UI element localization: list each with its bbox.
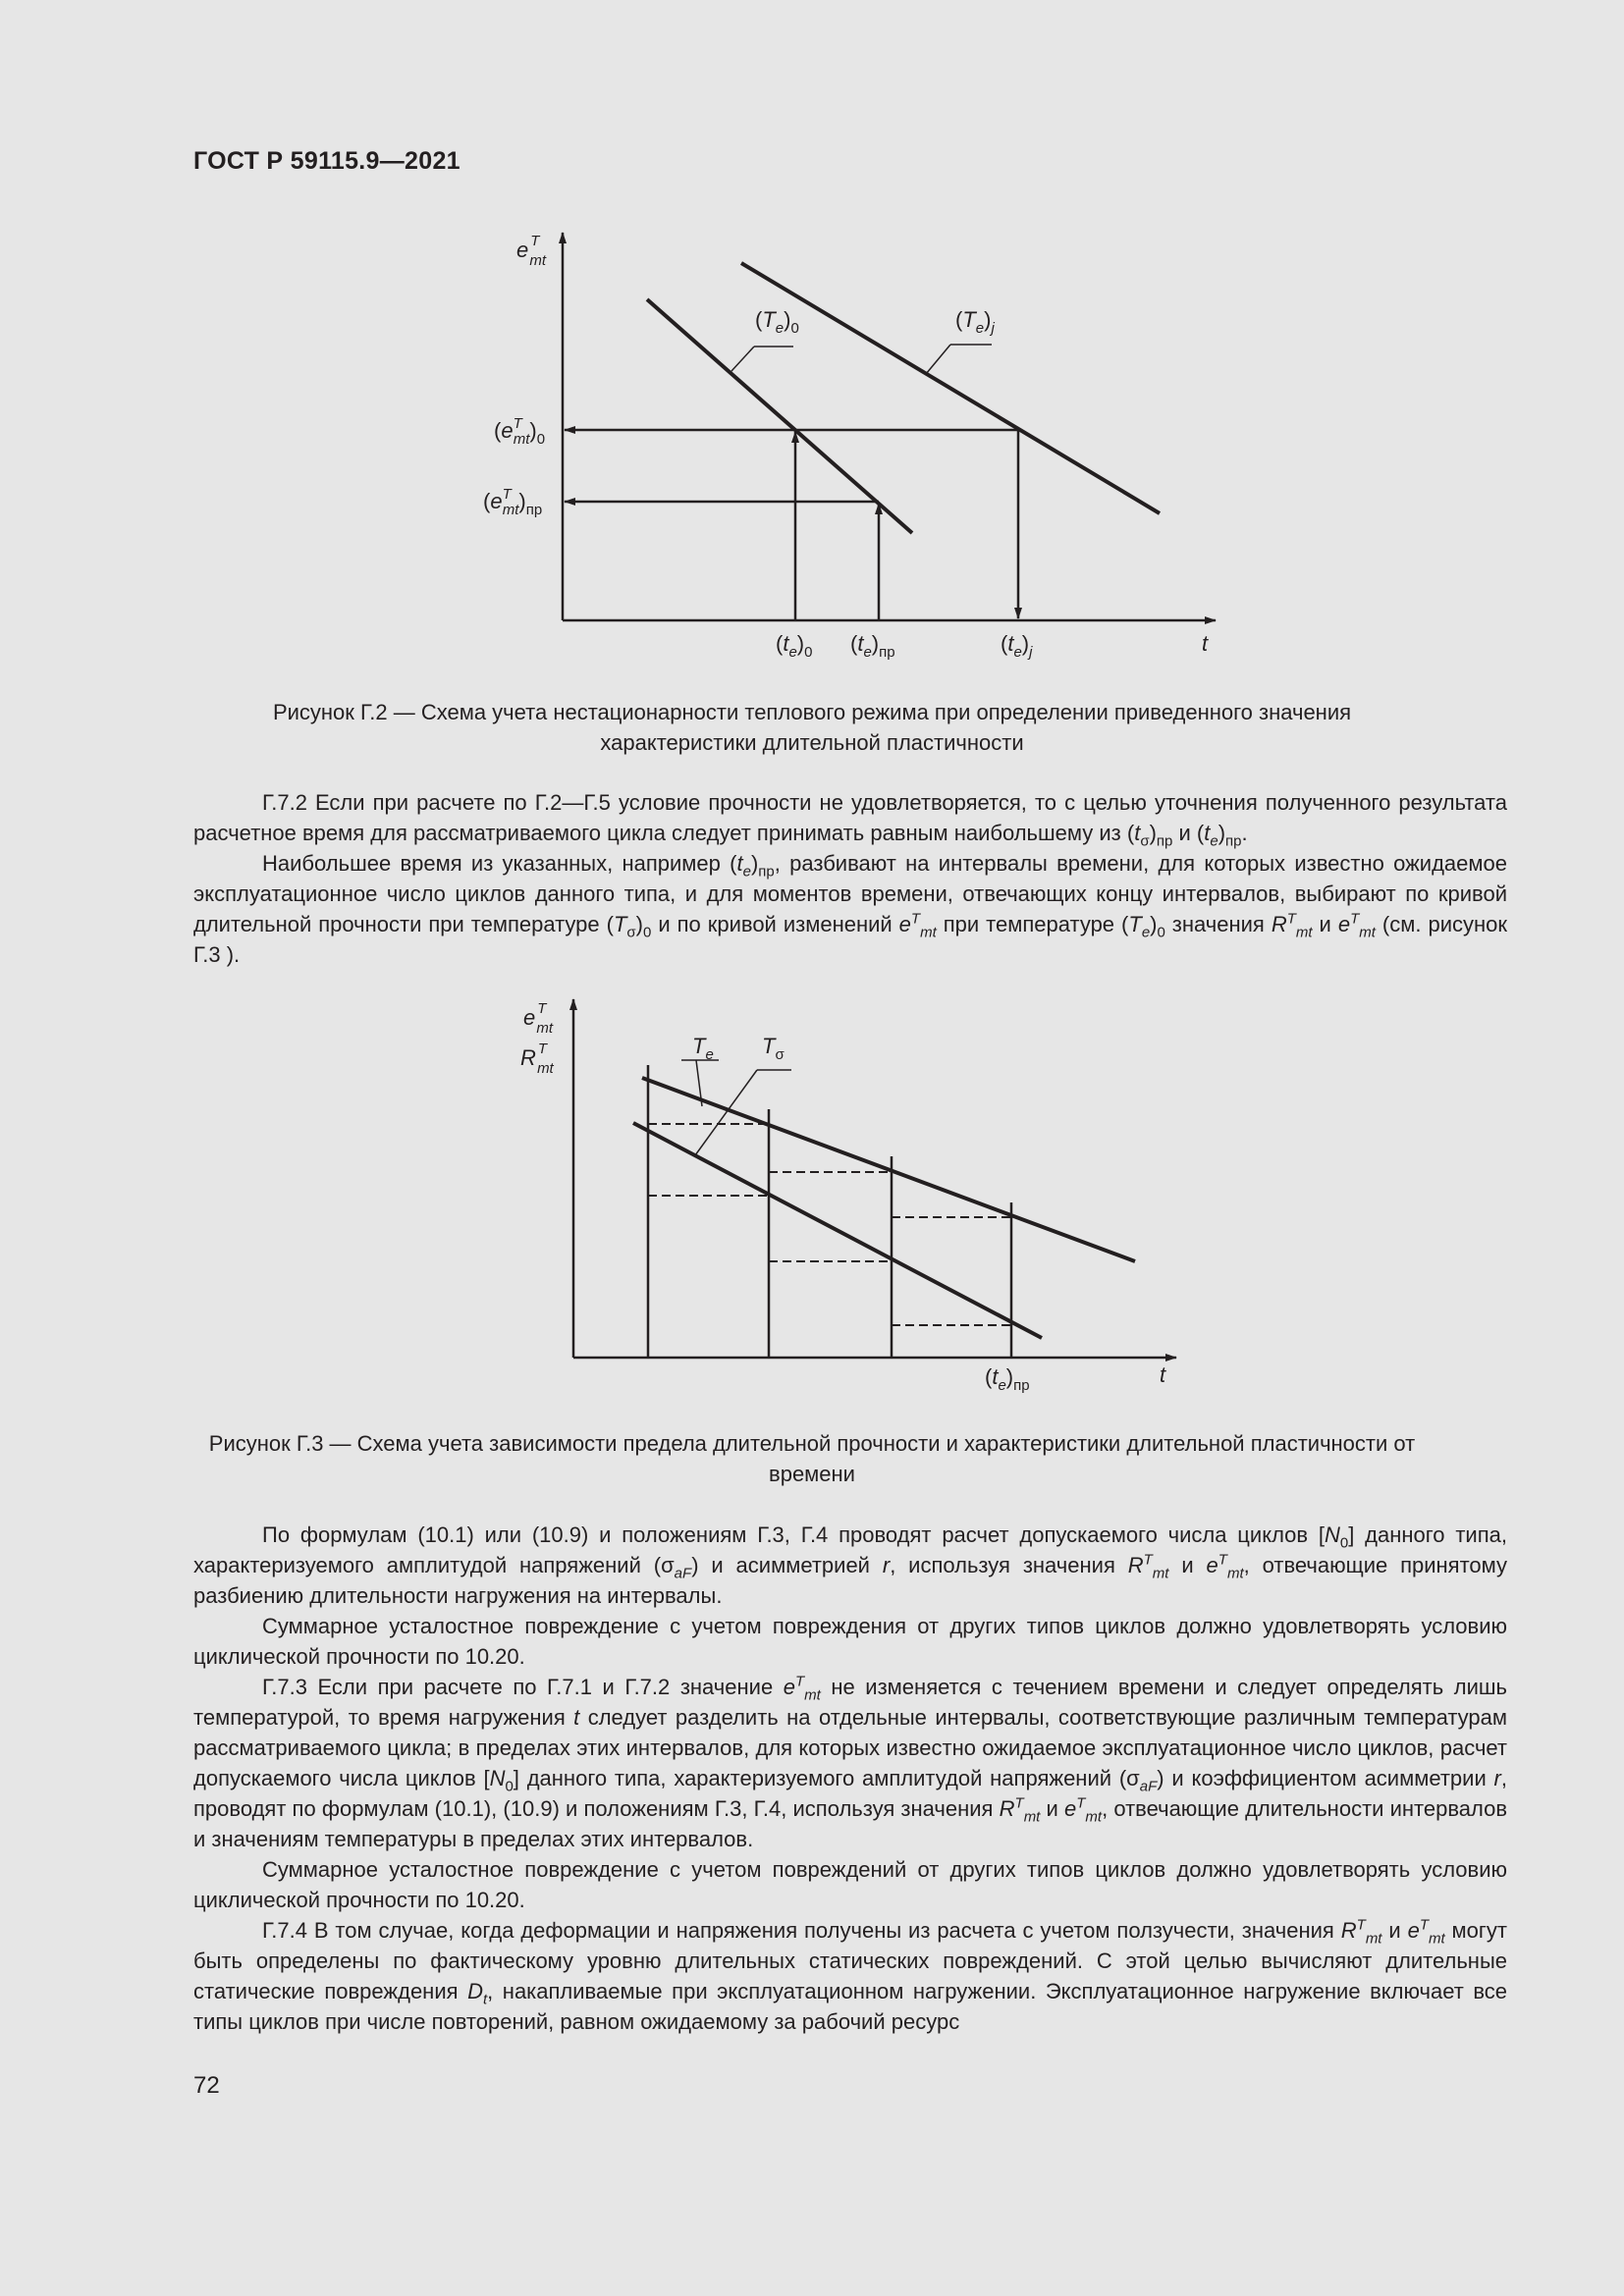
- paragraph-intervals: Наибольшее время из указанных, например $(t_e)_{пр}$, разбивают на интервалы времени, для которых известно ожидаемое эксплуатационное число циклов данного типа, и для моментов времени, отвечающих концу интервалов, выбирают по кривой длительной прочности при температуре $(T_\sigma)_0$ и по кривой изменений $e^T_{mt}$ при температуре $(T_e)_0$ значения $R^T_{mt}$ и $e^T_{mt}$ (см. рисунок Г.3 ).: [193, 851, 1508, 967]
- g2-tick-tepr: $(t_e)_{пр}$: [850, 631, 895, 661]
- paragraph-g73: Г.7.3 Если при расчете по Г.7.1 и Г.7.2 значение $e^T_{mt}$ не изменяется с течением времени и следует определять лишь температурой, то время нагружения t следует разделить на отдельные интервалы, соответствующие различным температурам рассматриваемого цикла; в пределах этих интервалов, для которых известно ожидаемое эксплуатационное число циклов, расчет допускаемого числа циклов $[N_0]$ данного типа, характеризуемого амплитудой напряжений $(\sigma_{aF})$ и коэффициентом асимметрии r, проводят по формулам (10.1), (10.9) и положениям Г.3, Г.4, используя значения $R^T_{mt}$ и $e^T_{mt}$, отвечающие длительности интервалов и значениям температуры в пределах этих интервалов.: [193, 1673, 1508, 1851]
- g3-leader-tsigma: [695, 1070, 757, 1155]
- figure-g2-caption: Рисунок Г.2 — Схема учета нестационарности теплового режима при определении приведенного значения характеристики длительной пластичности: [272, 700, 1352, 755]
- figure-g3: [573, 999, 1176, 1358]
- body-block-1: [193, 787, 1507, 970]
- g2-label-tej: $(T_e)_j$: [955, 307, 995, 337]
- figure-g2: [563, 233, 1216, 620]
- g2-tick-epr: ($e^T$ $mt)_{пр}$: [483, 486, 543, 518]
- g2-line-tej: [741, 263, 1160, 513]
- g2-y-axis-label: e $^T$ mt: [516, 233, 547, 269]
- g2-label-te0: $(T_e)_0$: [755, 307, 799, 337]
- paragraph-damage-1: Суммарное усталостное повреждение с учетом повреждения от других типов циклов должно удовлетворять условию циклической прочности по 10.20.: [193, 1614, 1507, 1669]
- g3-line-tsigma: [633, 1123, 1042, 1338]
- figure-g3-labels: [520, 1000, 1166, 1394]
- g2-tick-tej: $(t_e)_j$: [1001, 631, 1033, 661]
- g2-x-axis-label: t: [1202, 631, 1209, 656]
- paragraph-damage-2: Суммарное усталостное повреждение с учетом повреждений от других типов циклов должно удовлетворять условию циклической прочности по 10.20.: [193, 1857, 1507, 1912]
- figure-g2-labels: [483, 233, 1209, 661]
- g3-tick-tepr: $(t_e)_{пр}$: [985, 1364, 1030, 1394]
- standard-header: ГОСТ Р 59115.9—2021: [193, 147, 460, 175]
- g2-tick-te0: $(t_e)_0$: [776, 631, 813, 661]
- g3-y-axis-label-e: e $^T$ mt: [523, 1000, 554, 1037]
- figure-g3-caption: Рисунок Г.3 — Схема учета зависимости предела длительной прочности и характеристики длительной пластичности от времени: [208, 1431, 1416, 1486]
- paragraph-g72: Г.7.2 Если при расчете по Г.2—Г.5 условие прочности не удовлетворяется, то с целью уточнения полученного результата расчетное время для рассматриваемого цикла следует принимать равным наибольшему из $(t_\sigma)_{пр}$ и $(t_e)_{пр}$.: [193, 790, 1507, 850]
- g2-leader-tej: [926, 345, 950, 374]
- paragraph-formulas: По формулам (10.1) или (10.9) и положениям Г.3, Г.4 проводят расчет допускаемого числа циклов $[N_0]$ данного типа, характеризуемого амплитудой напряжений $(\sigma_{aF})$ и асимметрией r, используя значения $R^T_{mt}$ и $e^T_{mt}$, отвечающие принятому разбиению длительности нагружения на интервалы.: [193, 1522, 1508, 1608]
- g3-x-axis-label: t: [1160, 1362, 1166, 1387]
- page-number: 72: [193, 2072, 220, 2099]
- g3-label-tsigma: $T_\sigma$: [762, 1034, 785, 1063]
- paragraph-g74: Г.7.4 В том случае, когда деформации и напряжения получены из расчета с учетом ползучести, значения $R^T_{mt}$ и $e^T_{mt}$ могут быть определены по фактическому уровню длительных статических повреждений. С этой целью вычисляют длительные статические повреждения $D_t$, накапливаемые при эксплуатационном нагружении. Эксплуатационное нагружение включает все типы циклов при числе повторений, равном ожидаемому за рабочий ресурс: [193, 1916, 1508, 2034]
- g2-tick-e0: ($e^T$ $mt)_0$: [494, 415, 546, 448]
- g3-y-axis-label-r: R $^T$ mt: [520, 1041, 554, 1077]
- g3-line-te: [642, 1078, 1135, 1261]
- g3-label-te: $T_e$: [692, 1034, 714, 1063]
- body-block-2: [193, 1520, 1507, 2037]
- g2-leader-te0: [731, 347, 754, 371]
